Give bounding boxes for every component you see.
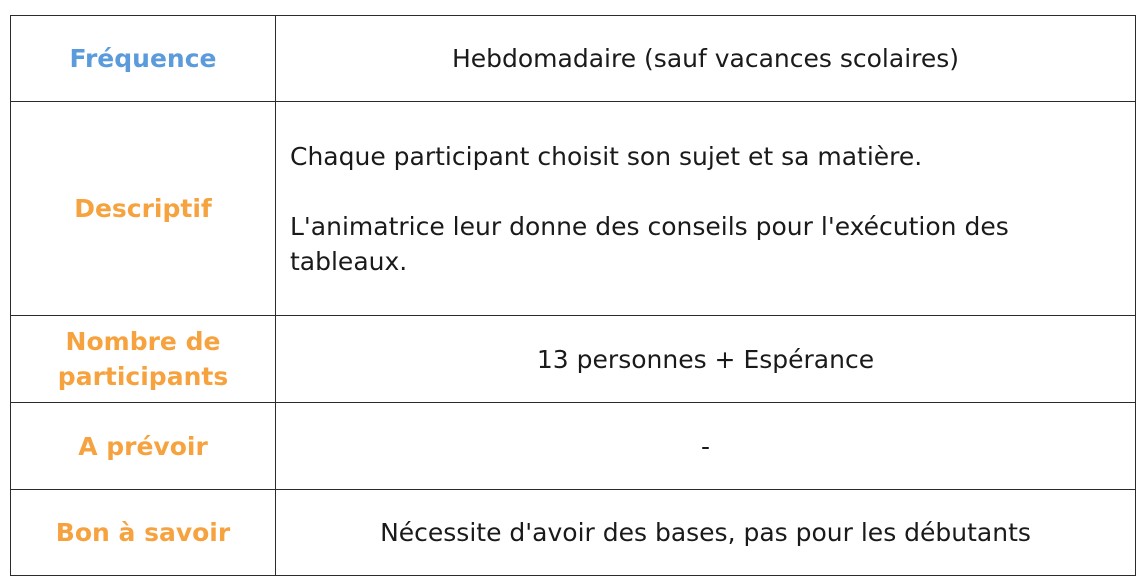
value-nombre-participants: 13 personnes + Espérance (276, 316, 1136, 403)
table-row-nombre-participants (11, 316, 1136, 403)
table-row-frequence (11, 16, 1136, 102)
table-row-a-prevoir (11, 403, 1136, 490)
descriptif-paragraph-1: Chaque participant choisit son sujet et sa matière. (290, 141, 923, 171)
value-a-prevoir: - (276, 403, 1136, 490)
table-row-bon-a-savoir (11, 490, 1136, 576)
label-nombre-participants: Nombre de participants (11, 316, 276, 403)
label-descriptif: Descriptif (11, 102, 276, 316)
label-bon-a-savoir: Bon à savoir (11, 490, 276, 576)
label-a-prevoir: A prévoir (11, 403, 276, 490)
info-table (10, 15, 1136, 576)
value-frequence: Hebdomadaire (sauf vacances scolaires) (276, 16, 1136, 102)
table-row-descriptif (11, 102, 1136, 316)
label-frequence: Fréquence (11, 16, 276, 102)
descriptif-paragraph-2: L'animatrice leur donne des conseils pour l'exécution des tableaux. (290, 211, 1009, 276)
value-bon-a-savoir: Nécessite d'avoir des bases, pas pour les débutants (276, 490, 1136, 576)
value-descriptif (276, 102, 1136, 316)
